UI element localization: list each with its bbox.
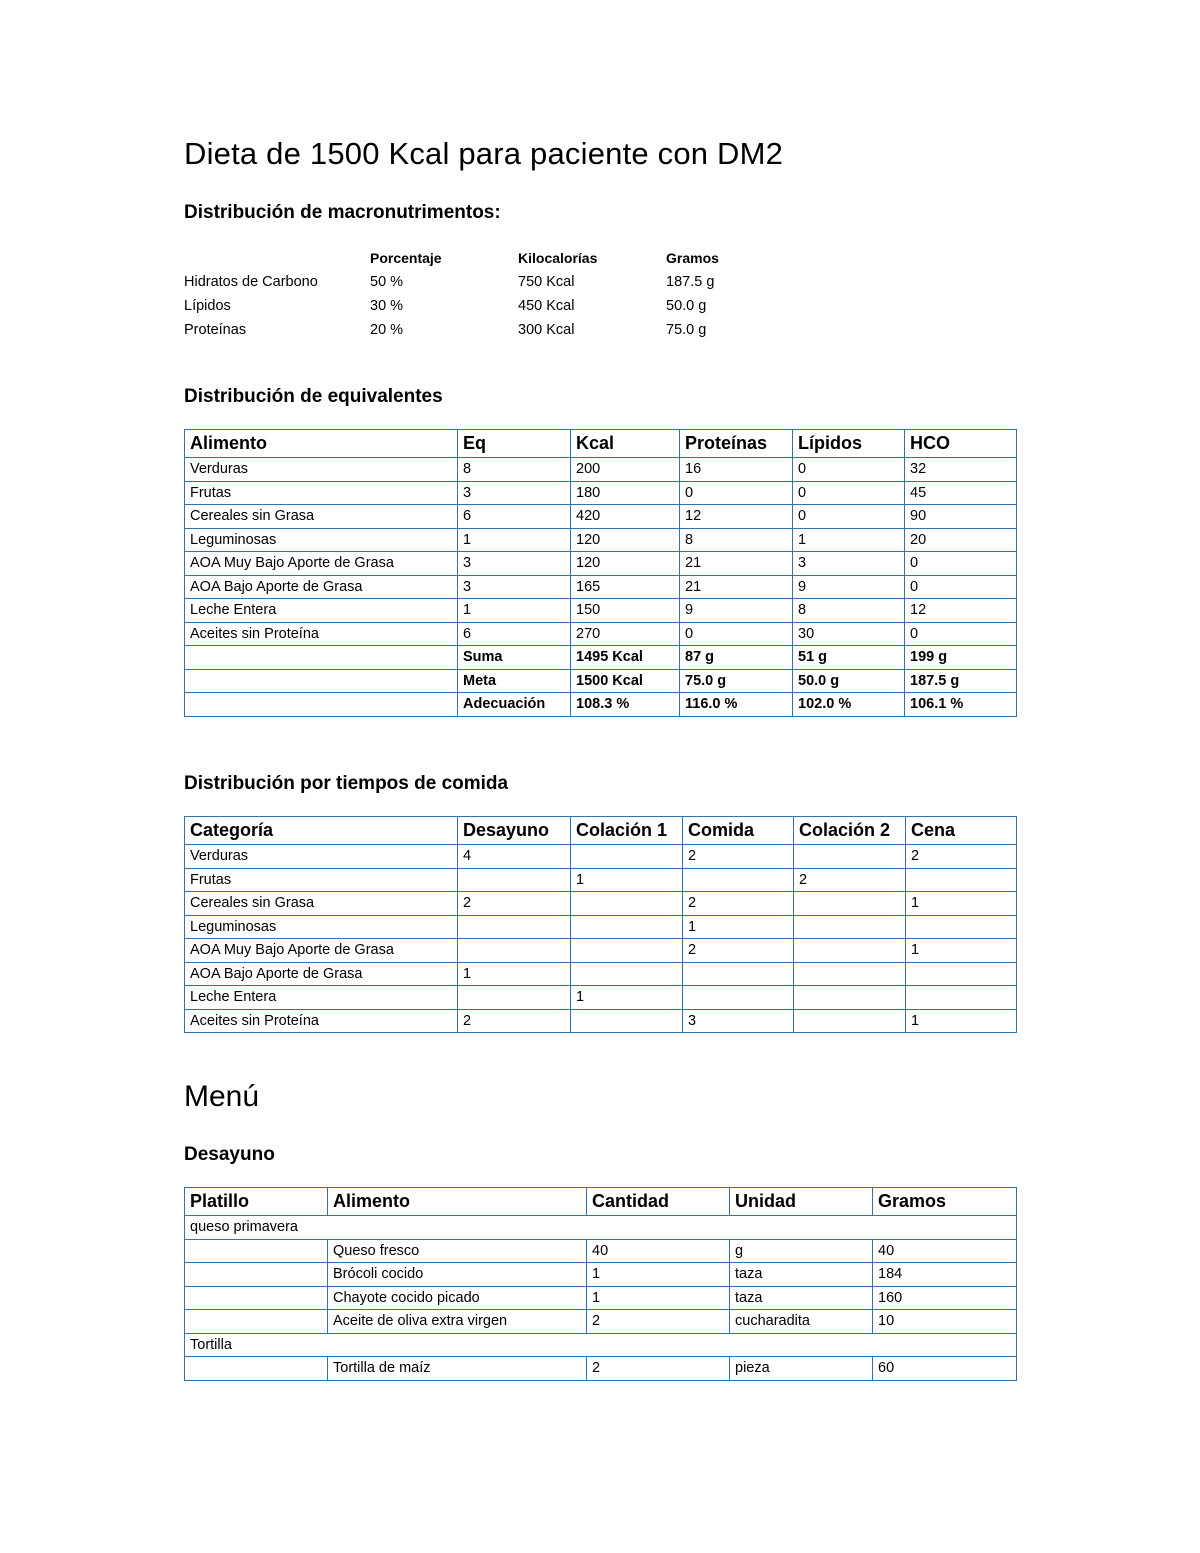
desayuno-cell: Aceite de oliva extra virgen xyxy=(328,1310,587,1334)
equiv-cell: 0 xyxy=(793,505,905,529)
equiv-total-row xyxy=(185,669,1017,693)
tiempos-cell: 1 xyxy=(906,939,1017,963)
tiempos-cell: 2 xyxy=(458,1009,571,1033)
equiv-row xyxy=(185,552,1017,576)
tiempos-cell: 3 xyxy=(683,1009,794,1033)
macro-header-cell: Kilocalorías xyxy=(518,250,598,266)
tiempos-cell: 2 xyxy=(794,868,906,892)
desayuno-cell: Queso fresco xyxy=(328,1239,587,1263)
tiempos-cell xyxy=(794,986,906,1010)
tiempos-header-cell: Colación 2 xyxy=(794,817,906,845)
equiv-cell: 0 xyxy=(793,458,905,482)
desayuno-item-row xyxy=(185,1263,1017,1287)
desayuno-table xyxy=(184,1187,1017,1381)
tiempos-cell: 1 xyxy=(458,962,571,986)
equiv-total-row xyxy=(185,646,1017,670)
equiv-total-cell: 187.5 g xyxy=(905,669,1017,693)
tiempos-cell: 2 xyxy=(683,845,794,869)
tiempos-cell xyxy=(906,986,1017,1010)
menu-title: Menú xyxy=(184,1080,260,1113)
equiv-total-cell: 87 g xyxy=(680,646,793,670)
equiv-total-cell: 108.3 % xyxy=(571,693,680,717)
equiv-cell: 3 xyxy=(458,552,571,576)
equiv-cell: Cereales sin Grasa xyxy=(185,505,458,529)
desayuno-cell xyxy=(185,1357,328,1381)
desayuno-header-cell: Unidad xyxy=(730,1188,873,1216)
equiv-cell: 21 xyxy=(680,552,793,576)
equiv-row xyxy=(185,458,1017,482)
equiv-header-row xyxy=(185,430,1017,458)
tiempos-cell xyxy=(794,962,906,986)
tiempos-cell xyxy=(458,939,571,963)
desayuno-cell: Tortilla de maíz xyxy=(328,1357,587,1381)
equiv-cell: 30 xyxy=(793,622,905,646)
equiv-cell: 200 xyxy=(571,458,680,482)
equiv-cell: Verduras xyxy=(185,458,458,482)
equiv-total-cell: Suma xyxy=(458,646,571,670)
macro-heading: Distribución de macronutrimentos: xyxy=(184,202,501,223)
tiempos-cell xyxy=(571,962,683,986)
equiv-cell: 0 xyxy=(905,552,1017,576)
equiv-cell: 8 xyxy=(793,599,905,623)
equiv-cell: 21 xyxy=(680,575,793,599)
tiempos-row xyxy=(185,915,1017,939)
desayuno-item-row xyxy=(185,1357,1017,1381)
tiempos-cell: 1 xyxy=(906,1009,1017,1033)
tiempos-row xyxy=(185,962,1017,986)
equiv-row xyxy=(185,599,1017,623)
tiempos-cell xyxy=(571,939,683,963)
tiempos-cell: Frutas xyxy=(185,868,458,892)
equiv-total-cell: Meta xyxy=(458,669,571,693)
tiempos-cell: 1 xyxy=(571,868,683,892)
equiv-row xyxy=(185,481,1017,505)
desayuno-heading: Desayuno xyxy=(184,1144,275,1165)
equiv-header-cell: Lípidos xyxy=(793,430,905,458)
tiempos-cell xyxy=(906,868,1017,892)
tiempos-cell xyxy=(458,868,571,892)
macro-row xyxy=(184,318,786,342)
tiempos-cell: Verduras xyxy=(185,845,458,869)
desayuno-cell: 10 xyxy=(873,1310,1017,1334)
equiv-row xyxy=(185,575,1017,599)
desayuno-dish-row xyxy=(185,1216,1017,1240)
equiv-header-cell: HCO xyxy=(905,430,1017,458)
macro-cell: 187.5 g xyxy=(666,274,715,290)
tiempos-table xyxy=(184,816,1017,1033)
tiempos-cell xyxy=(571,845,683,869)
equiv-cell: 32 xyxy=(905,458,1017,482)
page-title: Dieta de 1500 Kcal para paciente con DM2 xyxy=(184,136,784,171)
desayuno-cell: 1 xyxy=(587,1286,730,1310)
equiv-cell: AOA Muy Bajo Aporte de Grasa xyxy=(185,552,458,576)
desayuno-cell: 40 xyxy=(873,1239,1017,1263)
tiempos-cell xyxy=(683,986,794,1010)
equiv-cell: 16 xyxy=(680,458,793,482)
tiempos-cell xyxy=(906,962,1017,986)
desayuno-header-cell: Gramos xyxy=(873,1188,1017,1216)
macro-cell: 50.0 g xyxy=(666,298,707,314)
equiv-header-cell: Kcal xyxy=(571,430,680,458)
tiempos-cell: 2 xyxy=(683,892,794,916)
equiv-table xyxy=(184,429,1017,717)
equiv-cell: 8 xyxy=(458,458,571,482)
tiempos-cell: Leguminosas xyxy=(185,915,458,939)
equiv-header-cell: Proteínas xyxy=(680,430,793,458)
equiv-cell: AOA Bajo Aporte de Grasa xyxy=(185,575,458,599)
tiempos-cell xyxy=(683,868,794,892)
tiempos-cell xyxy=(794,939,906,963)
tiempos-cell: 2 xyxy=(906,845,1017,869)
desayuno-item-row xyxy=(185,1239,1017,1263)
equiv-total-row xyxy=(185,693,1017,717)
equiv-total-cell: 199 g xyxy=(905,646,1017,670)
macro-cell: 30 % xyxy=(370,298,404,314)
desayuno-cell: Chayote cocido picado xyxy=(328,1286,587,1310)
desayuno-cell: pieza xyxy=(730,1357,873,1381)
tiempos-cell xyxy=(458,915,571,939)
equiv-cell: 45 xyxy=(905,481,1017,505)
macro-header-cell: Gramos xyxy=(666,250,719,266)
desayuno-dish-name: queso primavera xyxy=(185,1216,1017,1240)
desayuno-item-row xyxy=(185,1310,1017,1334)
tiempos-cell: 1 xyxy=(906,892,1017,916)
macro-cell: Lípidos xyxy=(184,298,231,314)
tiempos-cell xyxy=(794,1009,906,1033)
tiempos-header-cell: Colación 1 xyxy=(571,817,683,845)
equiv-cell: 0 xyxy=(680,622,793,646)
equiv-total-cell: Adecuación xyxy=(458,693,571,717)
equiv-cell: 420 xyxy=(571,505,680,529)
tiempos-header-cell: Comida xyxy=(683,817,794,845)
desayuno-cell: 60 xyxy=(873,1357,1017,1381)
equiv-total-cell: 1500 Kcal xyxy=(571,669,680,693)
tiempos-heading: Distribución por tiempos de comida xyxy=(184,773,509,794)
tiempos-header-cell: Categoría xyxy=(185,817,458,845)
tiempos-cell: Aceites sin Proteína xyxy=(185,1009,458,1033)
tiempos-cell xyxy=(571,892,683,916)
macro-header-row xyxy=(184,246,786,270)
equiv-row xyxy=(185,528,1017,552)
equiv-cell: 12 xyxy=(680,505,793,529)
tiempos-cell xyxy=(571,915,683,939)
desayuno-header-cell: Alimento xyxy=(328,1188,587,1216)
equiv-header-cell: Eq xyxy=(458,430,571,458)
equiv-cell: 20 xyxy=(905,528,1017,552)
tiempos-cell xyxy=(906,915,1017,939)
macro-cell: Hidratos de Carbono xyxy=(184,274,318,290)
equiv-cell: 0 xyxy=(793,481,905,505)
equiv-cell: 150 xyxy=(571,599,680,623)
tiempos-row xyxy=(185,1009,1017,1033)
tiempos-row xyxy=(185,892,1017,916)
equiv-heading: Distribución de equivalentes xyxy=(184,386,443,407)
macro-cell: Proteínas xyxy=(184,322,247,338)
equiv-cell: 6 xyxy=(458,622,571,646)
tiempos-row xyxy=(185,939,1017,963)
desayuno-header-cell: Cantidad xyxy=(587,1188,730,1216)
tiempos-cell xyxy=(458,986,571,1010)
tiempos-cell: AOA Muy Bajo Aporte de Grasa xyxy=(185,939,458,963)
macro-header-cell xyxy=(184,246,370,270)
equiv-cell: Leguminosas xyxy=(185,528,458,552)
equiv-row xyxy=(185,622,1017,646)
tiempos-cell: 1 xyxy=(571,986,683,1010)
tiempos-cell xyxy=(794,892,906,916)
tiempos-row xyxy=(185,845,1017,869)
macro-cell: 20 % xyxy=(370,322,404,338)
tiempos-header-row xyxy=(185,817,1017,845)
macro-header-cell: Porcentaje xyxy=(370,250,442,266)
equiv-cell: 180 xyxy=(571,481,680,505)
tiempos-cell: Leche Entera xyxy=(185,986,458,1010)
equiv-cell: 1 xyxy=(793,528,905,552)
desayuno-cell: g xyxy=(730,1239,873,1263)
tiempos-cell xyxy=(794,915,906,939)
macro-row xyxy=(184,270,786,294)
desayuno-cell: Brócoli cocido xyxy=(328,1263,587,1287)
equiv-cell: 0 xyxy=(905,575,1017,599)
equiv-cell: 270 xyxy=(571,622,680,646)
tiempos-cell: 2 xyxy=(458,892,571,916)
equiv-cell: 1 xyxy=(458,599,571,623)
tiempos-row xyxy=(185,868,1017,892)
desayuno-dish-row xyxy=(185,1333,1017,1357)
equiv-row xyxy=(185,505,1017,529)
tiempos-header-cell: Cena xyxy=(906,817,1017,845)
equiv-cell: Frutas xyxy=(185,481,458,505)
tiempos-cell: Cereales sin Grasa xyxy=(185,892,458,916)
desayuno-header-row xyxy=(185,1188,1017,1216)
equiv-cell: Aceites sin Proteína xyxy=(185,622,458,646)
equiv-cell: 165 xyxy=(571,575,680,599)
equiv-total-cell: 50.0 g xyxy=(793,669,905,693)
equiv-total-cell: 116.0 % xyxy=(680,693,793,717)
desayuno-cell: 2 xyxy=(587,1357,730,1381)
tiempos-cell: 2 xyxy=(683,939,794,963)
desayuno-cell: 2 xyxy=(587,1310,730,1334)
desayuno-item-row xyxy=(185,1286,1017,1310)
equiv-cell: 3 xyxy=(458,575,571,599)
equiv-total-cell xyxy=(185,669,458,693)
desayuno-cell: 40 xyxy=(587,1239,730,1263)
desayuno-cell xyxy=(185,1239,328,1263)
tiempos-row xyxy=(185,986,1017,1010)
equiv-header-cell: Alimento xyxy=(185,430,458,458)
tiempos-header-cell: Desayuno xyxy=(458,817,571,845)
equiv-total-cell: 106.1 % xyxy=(905,693,1017,717)
equiv-cell: 9 xyxy=(680,599,793,623)
desayuno-cell xyxy=(185,1286,328,1310)
equiv-cell: Leche Entera xyxy=(185,599,458,623)
equiv-cell: 120 xyxy=(571,552,680,576)
equiv-cell: 1 xyxy=(458,528,571,552)
equiv-cell: 3 xyxy=(793,552,905,576)
equiv-total-cell: 75.0 g xyxy=(680,669,793,693)
equiv-cell: 9 xyxy=(793,575,905,599)
tiempos-cell xyxy=(571,1009,683,1033)
equiv-total-cell: 102.0 % xyxy=(793,693,905,717)
desayuno-cell: taza xyxy=(730,1263,873,1287)
equiv-cell: 120 xyxy=(571,528,680,552)
tiempos-cell: 4 xyxy=(458,845,571,869)
equiv-cell: 0 xyxy=(905,622,1017,646)
desayuno-dish-name: Tortilla xyxy=(185,1333,1017,1357)
equiv-total-cell: 51 g xyxy=(793,646,905,670)
tiempos-cell xyxy=(794,845,906,869)
macro-cell: 75.0 g xyxy=(666,322,707,338)
desayuno-cell xyxy=(185,1263,328,1287)
desayuno-cell: 160 xyxy=(873,1286,1017,1310)
equiv-total-cell: 1495 Kcal xyxy=(571,646,680,670)
equiv-total-cell xyxy=(185,693,458,717)
equiv-cell: 8 xyxy=(680,528,793,552)
desayuno-cell: taza xyxy=(730,1286,873,1310)
equiv-cell: 12 xyxy=(905,599,1017,623)
desayuno-cell: 1 xyxy=(587,1263,730,1287)
macro-table xyxy=(184,246,786,342)
desayuno-header-cell: Platillo xyxy=(185,1188,328,1216)
tiempos-cell: 1 xyxy=(683,915,794,939)
macro-cell: 50 % xyxy=(370,274,404,290)
tiempos-cell: AOA Bajo Aporte de Grasa xyxy=(185,962,458,986)
macro-row xyxy=(184,294,786,318)
equiv-cell: 0 xyxy=(680,481,793,505)
macro-cell: 300 Kcal xyxy=(518,322,575,338)
desayuno-cell: 184 xyxy=(873,1263,1017,1287)
equiv-cell: 90 xyxy=(905,505,1017,529)
equiv-cell: 6 xyxy=(458,505,571,529)
desayuno-cell: cucharadita xyxy=(730,1310,873,1334)
tiempos-cell xyxy=(683,962,794,986)
equiv-total-cell xyxy=(185,646,458,670)
equiv-cell: 3 xyxy=(458,481,571,505)
macro-cell: 750 Kcal xyxy=(518,274,575,290)
macro-cell: 450 Kcal xyxy=(518,298,575,314)
desayuno-cell xyxy=(185,1310,328,1334)
